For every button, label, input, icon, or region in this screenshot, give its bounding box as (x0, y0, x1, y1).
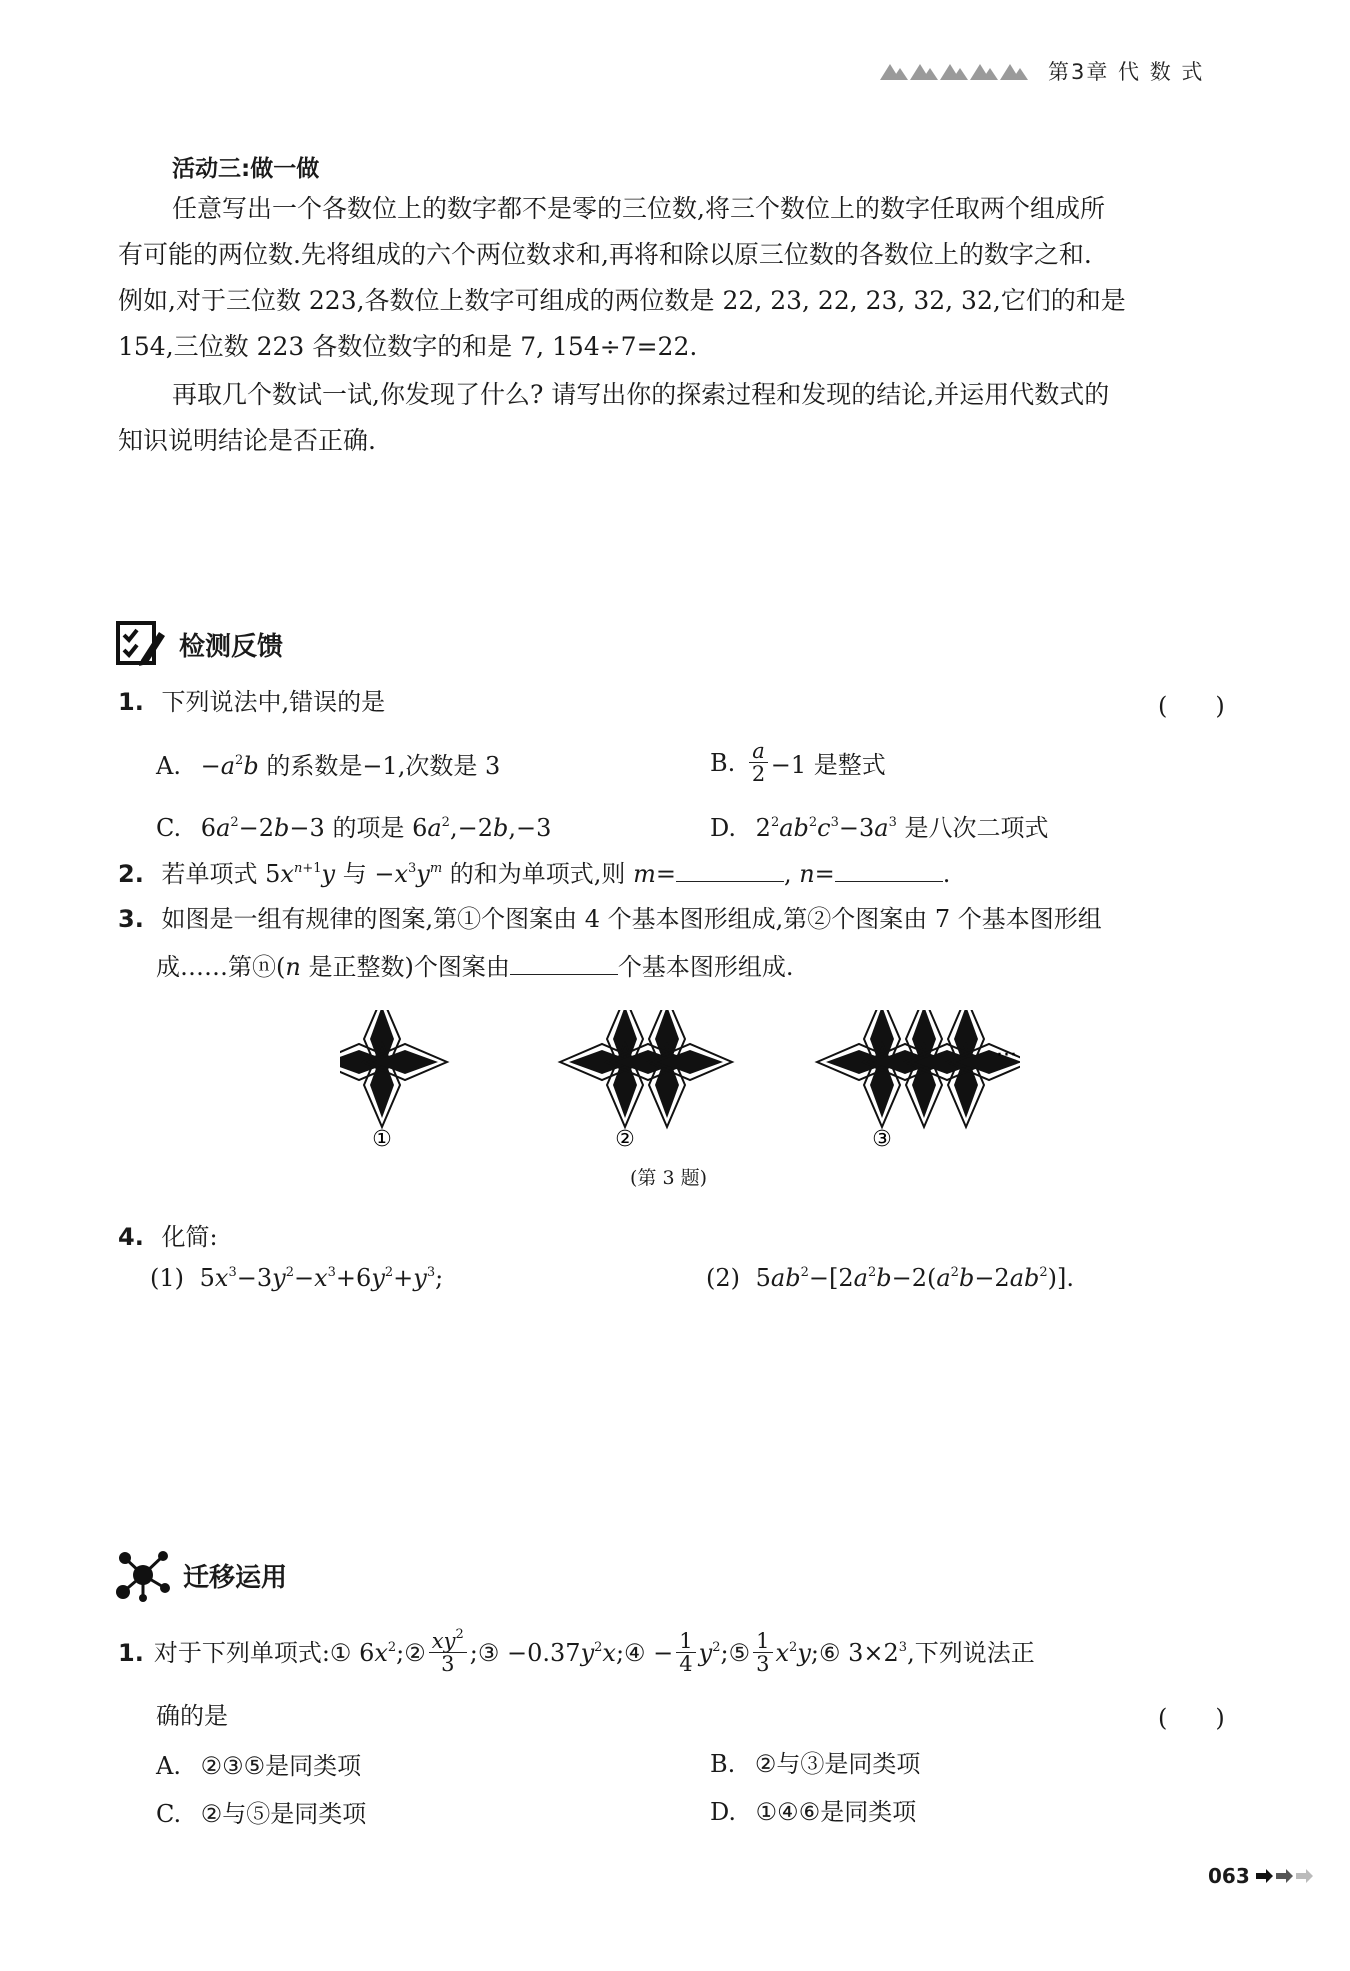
question-3-line2 (156, 945, 793, 989)
page-number-text: 063 (1208, 1864, 1250, 1888)
question-text: 若单项式 (161, 860, 258, 888)
option-text: 是八次二项式 (904, 814, 1049, 842)
question-text: 化简: (161, 1223, 218, 1251)
math-expression: ① $6x^2;②$ (329, 1638, 426, 1667)
math-expression: $x^2y;⑥$ $3\times 2^3$, (775, 1638, 915, 1667)
figure-label-1: ① (372, 1127, 392, 1152)
math-expression: $-a^2b$ (200, 752, 259, 780)
fraction-xy2-over-3: $\frac{xy^2}{3}$ (429, 1630, 467, 1675)
transfer-section-title: 迁移运用 (183, 1562, 288, 1593)
answer-blank-n[interactable] (835, 859, 943, 882)
activity-paragraph-line: 例如,对于三位数 223,各数位上数字可组成的两位数是 22, 23, 22, 23, 32, 32,它们的和是 (118, 286, 1126, 315)
activity-paragraph-line: 知识说明结论是否正确. (118, 426, 376, 455)
fraction-1-over-3: $\frac{1}{3}$ (753, 1630, 772, 1675)
option-text: ①④⑥是同类项 (755, 1798, 917, 1826)
option-label: B. (710, 1750, 736, 1778)
arrow-icons (1254, 1868, 1314, 1884)
math-expression: $6a^2-2b-3$ (200, 814, 333, 842)
ellipsis: ··· (996, 1043, 1017, 1068)
math-expression: $2^2ab^2c^3-3a^3$ (755, 814, 897, 842)
mountain-decoration-icon (880, 60, 1030, 82)
question-text: 下列说法中,错误的是 (161, 688, 386, 716)
option-label: D. (710, 814, 737, 842)
option-label: A. (156, 752, 181, 780)
question-text-line2: 确的是 (156, 1702, 228, 1730)
question-2: 2. 若单项式 $5x^{n+1}y$ 与 $-x^3y^m$ 的和为单项式,则 m= , n= . (118, 860, 951, 888)
question-number: 1. (118, 1638, 144, 1667)
feedback-section-header (115, 620, 283, 668)
figure-caption: (第 3 题) (630, 1167, 707, 1189)
q4-part-1 (150, 1264, 443, 1292)
math-expression: $5x^3-3y^2-x^3+6y^2+y^3$; (199, 1264, 444, 1292)
activity-paragraph-line: 154,三位数 223 各数位数字的和是 7, 154÷7=22. (118, 332, 698, 361)
q4-part-2 (706, 1264, 1074, 1292)
activity-paragraph-line: 任意写出一个各数位上的数字都不是零的三位数,将三个数位上的数字任取两个组成所 (172, 194, 1105, 223)
answer-blank[interactable] (510, 952, 618, 975)
option-text: ②③⑤是同类项 (200, 1752, 362, 1780)
option-text: 的项是 (332, 814, 405, 842)
question-text: 如图是一组有规律的图案,第①个图案由 4 个基本图形组成,第②个图案由 7 个基本图形组 (161, 905, 1102, 933)
option-text: ②与③是同类项 (754, 1750, 921, 1778)
option-label: B. (710, 748, 736, 777)
question-text: 个基本图形组成. (617, 953, 794, 981)
part-label: (1) (150, 1264, 184, 1292)
page-number (1208, 1864, 1314, 1888)
math-expression: $-x^3y^m$ (374, 860, 443, 888)
answer-blank-m[interactable] (676, 859, 784, 882)
option-c[interactable] (156, 1794, 366, 1829)
activity-paragraph-line: 有可能的两位数.先将组成的六个两位数求和,再将和除以原三位数的各数位上的数字之和. (118, 240, 1092, 269)
option-a[interactable] (156, 1746, 361, 1781)
option-c[interactable] (156, 808, 551, 843)
question-3 (118, 897, 1102, 941)
question-4 (118, 1215, 218, 1259)
math-expression: ;③ $-0.37y^2x;④$ − (469, 1638, 674, 1667)
molecule-icon (115, 1548, 171, 1602)
question-1 (118, 680, 385, 724)
question-text: 对于下列单项式: (153, 1638, 330, 1667)
transfer-question-1 (118, 1627, 1035, 1676)
option-label: A. (156, 1752, 181, 1780)
option-label: D. (710, 1798, 737, 1826)
fraction-1-over-4: $\frac{1}{4}$ (676, 1630, 695, 1675)
option-text: −1 是整式 (770, 751, 886, 779)
option-text: 的系数是−1,次数是 3 (266, 752, 501, 780)
question-text: 是正整数)个图案由 (300, 953, 510, 981)
option-a[interactable] (156, 746, 500, 781)
question-number: 4. (118, 1223, 144, 1251)
option-d[interactable] (710, 808, 1049, 843)
figure-label-2: ② (615, 1127, 635, 1152)
feedback-section-title: 检测反馈 (179, 631, 284, 662)
pattern-figure (340, 1010, 1020, 1170)
option-b[interactable] (710, 1744, 920, 1779)
activity-paragraph-line: 再取几个数试一试,你发现了什么? 请写出你的探索过程和发现的结论,并运用代数式的 (172, 380, 1110, 409)
math-expression: $5x^{n+1}y$ (265, 860, 336, 888)
answer-bracket[interactable]: ( ) (1158, 1704, 1225, 1732)
chapter-title: 第3章 代 数 式 (1048, 60, 1205, 84)
checklist-pencil-icon (115, 620, 167, 668)
page-header (880, 56, 1204, 86)
activity-title: 活动三:做一做 (172, 156, 320, 182)
question-number: 1. (118, 688, 144, 716)
math-expression: $y^2;⑤$ (698, 1638, 751, 1667)
question-text: 下列说法正 (914, 1638, 1035, 1667)
question-text: 与 (342, 860, 367, 888)
option-text: ②与⑤是同类项 (200, 1800, 367, 1828)
pattern-group (340, 1010, 1020, 1127)
answer-bracket[interactable]: ( ) (1158, 692, 1225, 720)
question-text: 的和为单项式,则 (449, 860, 626, 888)
option-b[interactable] (710, 740, 886, 785)
transfer-section-header (115, 1548, 287, 1602)
question-text: 成……第ⓝ( (156, 953, 286, 981)
option-d[interactable] (710, 1792, 916, 1827)
part-label: (2) (706, 1264, 740, 1292)
question-number: 3. (118, 905, 144, 933)
math-expression: $5ab^2-[2a^2b-2(a^2b-2ab^2)]$. (755, 1264, 1075, 1292)
variable-n: n (285, 953, 301, 981)
variable-m-label: m= (633, 860, 676, 888)
fraction-a-over-2: $\frac{a}{2}$ (749, 740, 768, 785)
figure-label-3: ③ (872, 1127, 892, 1152)
question-number: 2. (118, 860, 144, 888)
variable-n-label: n= (799, 860, 835, 888)
math-expression: $6a^2,-2b,-3$ (412, 814, 552, 842)
option-label: C. (156, 814, 182, 842)
option-label: C. (156, 1800, 182, 1828)
